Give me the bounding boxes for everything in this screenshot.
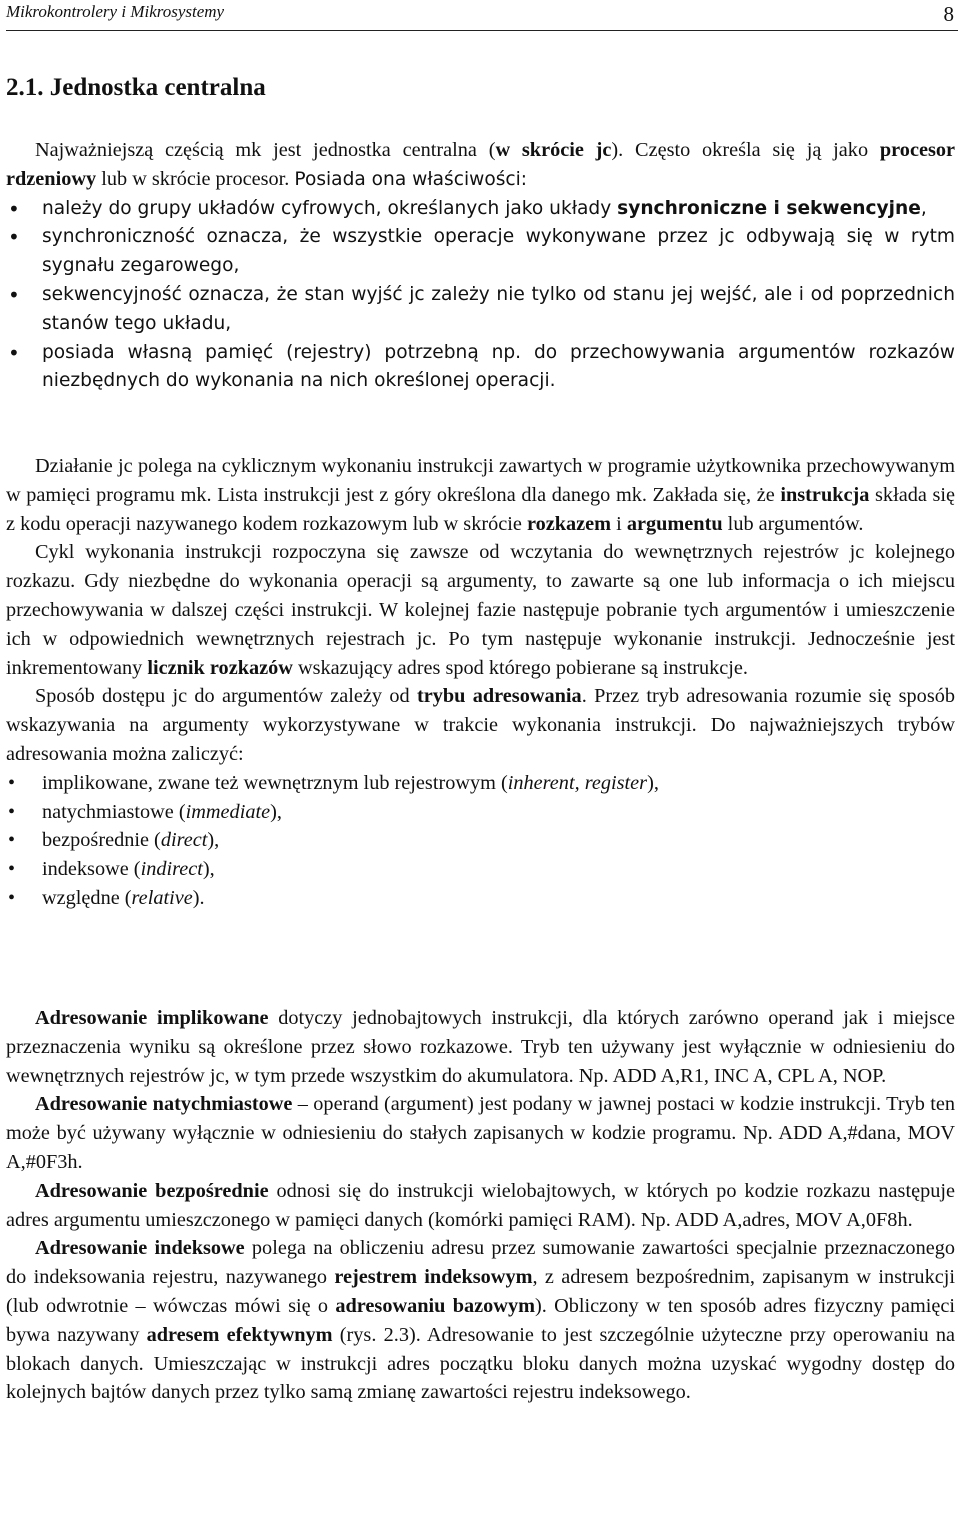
list-item-text: posiada własną pamięć (rejestry) potrzebną np. do przechowywania argumentów rozkazów niezbędnych do wykonania na nich określonej operacji. xyxy=(42,341,955,392)
list-item-italic: direct xyxy=(160,829,208,852)
list-item-text: synchroniczność oznacza, że wszystkie operacje wykonywane przez jc odbywają się w rytm sygnału zegarowego, xyxy=(42,226,955,277)
paragraph-bold: instrukcja xyxy=(780,483,870,506)
list-item-italic: immediate xyxy=(185,800,271,823)
paragraph-bold: rejestrem indeksowym xyxy=(334,1266,533,1289)
paragraph-text: wskazujący adres spod którego pobierane są instrukcje. xyxy=(292,656,748,679)
list-item-text: ). xyxy=(192,886,205,909)
intro-paragraph xyxy=(6,136,955,195)
paragraph-bold: trybu adresowania xyxy=(416,685,582,708)
list-item-text: względne ( xyxy=(42,886,132,909)
paragraph-text: odnosi się do instrukcji wielobajtowych, w których po kodzie rozkazu następuje adres argumentu umieszczonego w pamięci danych (komórki pamięci RAM). Np. ADD A,adres, MOV A,0F8h. xyxy=(6,1179,955,1231)
indexed-mode-paragraph xyxy=(6,1234,955,1407)
intro-text: lub w skrócie procesor. xyxy=(96,167,295,190)
properties-list xyxy=(6,195,955,397)
list-item xyxy=(6,339,955,397)
list-item-text: należy do grupy układów cyfrowych, określanych jako układy xyxy=(42,197,618,219)
paragraph-bold: Adresowanie bezpośrednie xyxy=(35,1179,269,1202)
cycle-paragraph xyxy=(6,538,955,682)
list-item xyxy=(6,223,955,281)
paragraph-text: składa się z kodu operacji nazywanego kodem rozkazowym lub w skrócie xyxy=(6,483,956,535)
list-item xyxy=(6,884,955,913)
bullet-icon: • xyxy=(8,886,16,909)
bullet-icon: • xyxy=(8,858,16,881)
paragraph-text: – operand (argument) jest podany w jawnej postaci w kodzie instrukcji. Tryb ten może być używany wyłącznie w odniesieniu do stałych zapisanych w kodzie programu. Np. ADD A,#dana, MOV A,#0F3h. xyxy=(6,1093,956,1173)
list-item-bold: synchroniczne i sekwencyjne xyxy=(617,197,921,219)
list-item-text: ), xyxy=(207,829,220,852)
paragraph-text: (rys. 2.3). Adresowanie to jest szczególnie użyteczne przy operowaniu na blokach danych. Umieszczając w instrukcji adres początku bloku danych można uzyskać wygodny dostęp do kolejnych bajtów danych przez tylko samą zmianę zawartości rejestru indeksowego. xyxy=(6,1323,955,1404)
addressing-paragraph xyxy=(6,682,955,768)
modes-description-block xyxy=(6,1004,955,1407)
paragraph-bold: argumentu xyxy=(626,512,723,535)
list-item xyxy=(6,855,955,884)
section-title: 2.1. Jednostka centralna xyxy=(6,74,266,101)
paragraph-bold: Adresowanie implikowane xyxy=(35,1007,269,1029)
paragraph-text: lub argumentów. xyxy=(722,512,864,535)
list-item-text: ), xyxy=(202,858,215,881)
list-item xyxy=(6,769,955,798)
paragraph-bold: licznik rozkazów xyxy=(147,656,293,679)
intro-text: ). Często określa się ją jako xyxy=(611,139,880,161)
list-item-text: bezpośrednie ( xyxy=(42,829,161,852)
bullet-icon: • xyxy=(8,282,20,307)
list-item-text: sekwencyjność oznacza, że stan wyjść jc zależy nie tylko od stanu jej wejść, ale i od poprzednich stanów tego układu, xyxy=(42,283,955,334)
paragraph-text: , z adresem bezpośrednim, zapisanym w instrukcji (lub odwrotnie – wówczas mówi się o xyxy=(6,1266,955,1317)
paragraph-bold: adresem efektywnym xyxy=(146,1323,333,1346)
bullet-icon: • xyxy=(8,800,16,823)
header-title: Mikrokontrolery i Mikrosystemy xyxy=(6,2,225,21)
list-item-text: ), xyxy=(270,800,282,823)
bullet-icon: • xyxy=(8,829,16,852)
list-item-text: indeksowe ( xyxy=(42,858,141,881)
paragraph-text: i xyxy=(611,512,627,535)
intro-text: Najważniejszą częścią mk jest jednostka centralna ( xyxy=(35,139,496,161)
list-item-italic: inherent, register xyxy=(507,771,648,794)
list-item-italic: relative xyxy=(131,886,193,909)
paragraph-bold: Adresowanie natychmiastowe xyxy=(35,1093,293,1116)
paragraph-text: polega na obliczeniu adresu przez sumowanie zawartości specjalnie przeznaczonego do indeksowania rejestru, nazywanego xyxy=(6,1237,955,1289)
list-item-text: natychmiastowe ( xyxy=(42,800,186,823)
paragraph-bold: Adresowanie indeksowe xyxy=(35,1237,245,1260)
bullet-icon: • xyxy=(8,771,16,794)
list-item-text: ), xyxy=(647,771,659,794)
paragraph-text: dotyczy jednobajtowych instrukcji, dla których zarówno operand jak i miejsce przeznaczenia wyniku są określone przez słowo rozkazowe. Tryb ten używany jest wyłącznie w odniesieniu do wewnętrznych rejestrów jc, w tym przede wszystkim do akumulatora. Np. ADD A,R1, INC A, CPL A, NOP. xyxy=(6,1007,955,1087)
bullet-icon: • xyxy=(8,196,20,221)
paragraph-bold: rozkazem xyxy=(526,512,612,535)
addressing-modes-list xyxy=(6,769,955,913)
paragraph-text: . Przez tryb adresowania rozumie się sposób wskazywania na argumenty wykorzystywane w trakcie wykonania instrukcji. Do najważniejszych trybów adresowania można zaliczyć: xyxy=(6,685,955,765)
intro-block xyxy=(6,136,955,396)
paragraph-text: ). Obliczony w ten sposób adres fizyczny pamięci bywa nazywany xyxy=(6,1294,955,1346)
intro-bold: w skrócie jc xyxy=(495,139,612,161)
paragraph-text: Sposób dostępu jc do argumentów zależy od xyxy=(35,685,417,708)
implied-mode-paragraph xyxy=(6,1004,955,1090)
intro-text-sans: Posiada ona właściwości: xyxy=(294,168,528,190)
list-item-italic: indirect xyxy=(140,858,203,881)
bullet-icon: • xyxy=(8,340,20,365)
page-number: 8 xyxy=(943,2,954,26)
list-item xyxy=(6,195,955,224)
list-item xyxy=(6,798,955,827)
running-header xyxy=(6,0,958,31)
direct-mode-paragraph xyxy=(6,1177,955,1235)
list-item xyxy=(6,281,955,339)
immediate-mode-paragraph xyxy=(6,1090,955,1176)
list-item-text: , xyxy=(920,197,927,219)
operation-paragraph xyxy=(6,452,955,538)
paragraph-text: Cykl wykonania instrukcji rozpoczyna się zawsze od wczytania do wewnętrznych rejestrów jc kolejnego rozkazu. Gdy niezbędne do wykonania operacji są argumenty, to zawarte są one lub informacja o ich miejscu przechowywania w dalszej części instrukcji. W kolejnej fazie następuje pobranie tych argumentów i umieszczenie ich w odpowiednich wewnętrznych rejestrach jc. Po tym następuje wykonanie instrukcji. Jednocześnie jest inkrementowany xyxy=(6,541,955,679)
paragraph-text: Działanie jc polega na cyklicznym wykonaniu instrukcji zawartych w programie użytkownika przechowywanym w pamięci programu mk. Lista instrukcji jest z góry określona dla danego mk. Zakłada się, że xyxy=(6,455,955,506)
operation-block xyxy=(6,452,955,913)
paragraph-bold: adresowaniu bazowym xyxy=(335,1294,535,1317)
list-item-text: implikowane, zwane też wewnętrznym lub rejestrowym ( xyxy=(42,771,508,794)
bullet-icon: • xyxy=(8,225,20,250)
intro-bold: procesor rdzeniowy xyxy=(6,139,955,190)
list-item xyxy=(6,826,955,855)
